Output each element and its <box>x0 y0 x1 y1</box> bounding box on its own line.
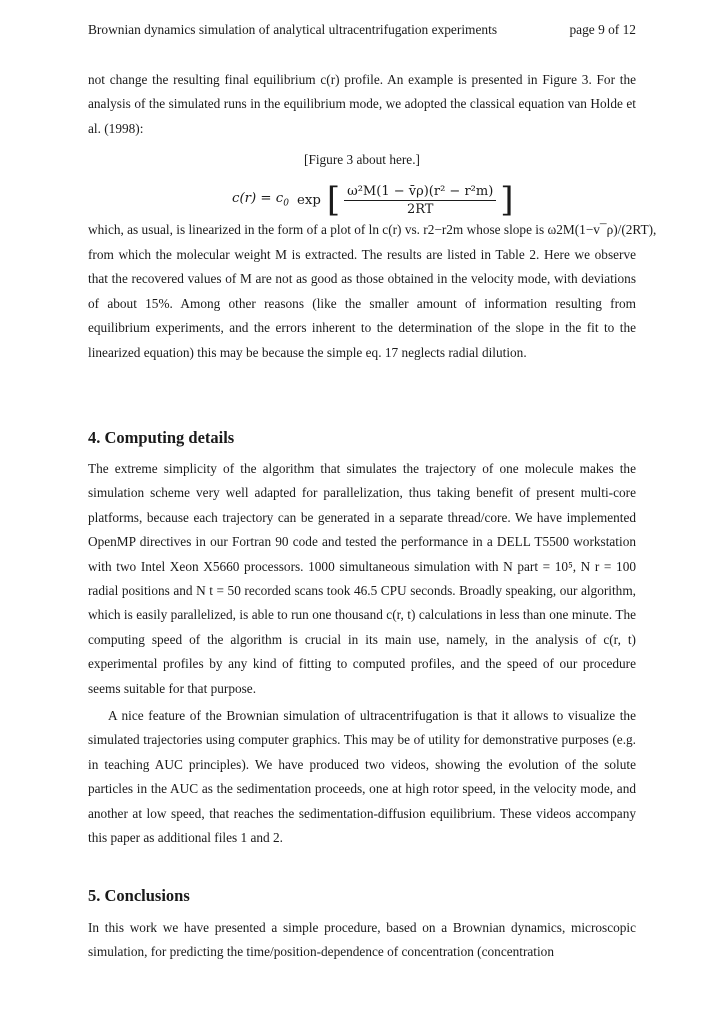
section-4-paragraph-1: The extreme simplicity of the algorithm that simulates the trajectory of one molecule makes the simulation scheme very well adapted for parallelization, thus taking benefit of present multi-core platforms, because each trajectory can be generated in a separate thread/core. We have implemented OpenMP directives in our Fortran 90 code and tested the performance in a DELL T5500 workstation with two Intel Xeon X5660 processors. 1000 simultaneous simulation with N part = 10⁵, N r = 100 radial positions and N t = 50 recorded scans took 46.5 CPU seconds. Broadly speaking, our algorithm, which is easily parallelized, is able to run one thousand c(r, t) calculations in less than one minute. The computing speed of the algorithm is crucial in its main use, namely, in the analysis of c(r, t) experimental profiles by any kind of fitting to computed profiles, and the speed of our procedure seems suitable for that purpose. <box>88 461 636 696</box>
section-4-paragraph-2: A nice feature of the Brownian simulation of ultracentrifugation is that it allows to visualize the simulated trajectories using computer graphics. This may be of utility for demonstrative purposes (e.g. in teaching AUC principles). We have produced two videos, showing the evolution of the solute particles in the AUC as the sedimentation proceeds, one at high rotor speed, in the velocity mode, and another at low speed, that reaches the sedimentation-diffusion equilibrium. These videos accompany this paper as additional files 1 and 2. <box>88 708 636 846</box>
section-5-paragraph-1: In this work we have presented a simple procedure, based on a Brownian dynamics, microscopic simulation, for predicting the time/position-dependence of concentration (concentration <box>88 920 636 960</box>
section-4-heading: 4. Computing details <box>88 428 235 447</box>
page-number: page 9 of 12 <box>569 22 636 37</box>
equation-fraction <box>344 184 496 217</box>
equation-denominator: 2RT <box>406 201 434 217</box>
equation-function: exp <box>296 192 321 208</box>
equation-numerator: ω²M(1 − v̄ρ)(r² − r²m) <box>344 184 496 201</box>
figure-placeholder-note: [Figure 3 about here.] <box>304 152 420 167</box>
intro-paragraph: not change the resulting final equilibrium c(r) profile. An example is presented in Figure 3. For the analysis of the simulated runs in the equilibrium mode, we adopted the classical equation van Holde et al. (1998): <box>88 72 636 136</box>
after-equation-paragraph: from which the molecular weight M is extracted. The results are listed in Table 2. Here we observe that the recovered values of M are not as good as those obtained in the velocity mode, with deviations of about 15%. Among other reasons (like the smaller amount of information resulting from equilibrium experiments, and the errors inherent to the determination of the slope in the fit to the linearized equation) this may be because the simple eq. 17 neglects radial dilution. <box>88 247 636 360</box>
equilibrium-equation <box>232 180 516 220</box>
running-header <box>88 22 636 38</box>
left-bracket: [ <box>326 180 341 220</box>
right-bracket: ] <box>500 180 514 220</box>
after-equation-first-line: which, as usual, is linearized in the form of a plot of ln c(r) vs. r2−r2m whose slope is ω2M(1−v¯ρ)/(2RT), <box>88 222 657 237</box>
running-title: Brownian dynamics simulation of analytical ultracentrifugation experiments <box>88 22 498 37</box>
equation-lhs: $c(r) = c_0$ <box>232 191 289 209</box>
section-5-heading: 5. Conclusions <box>88 886 190 905</box>
